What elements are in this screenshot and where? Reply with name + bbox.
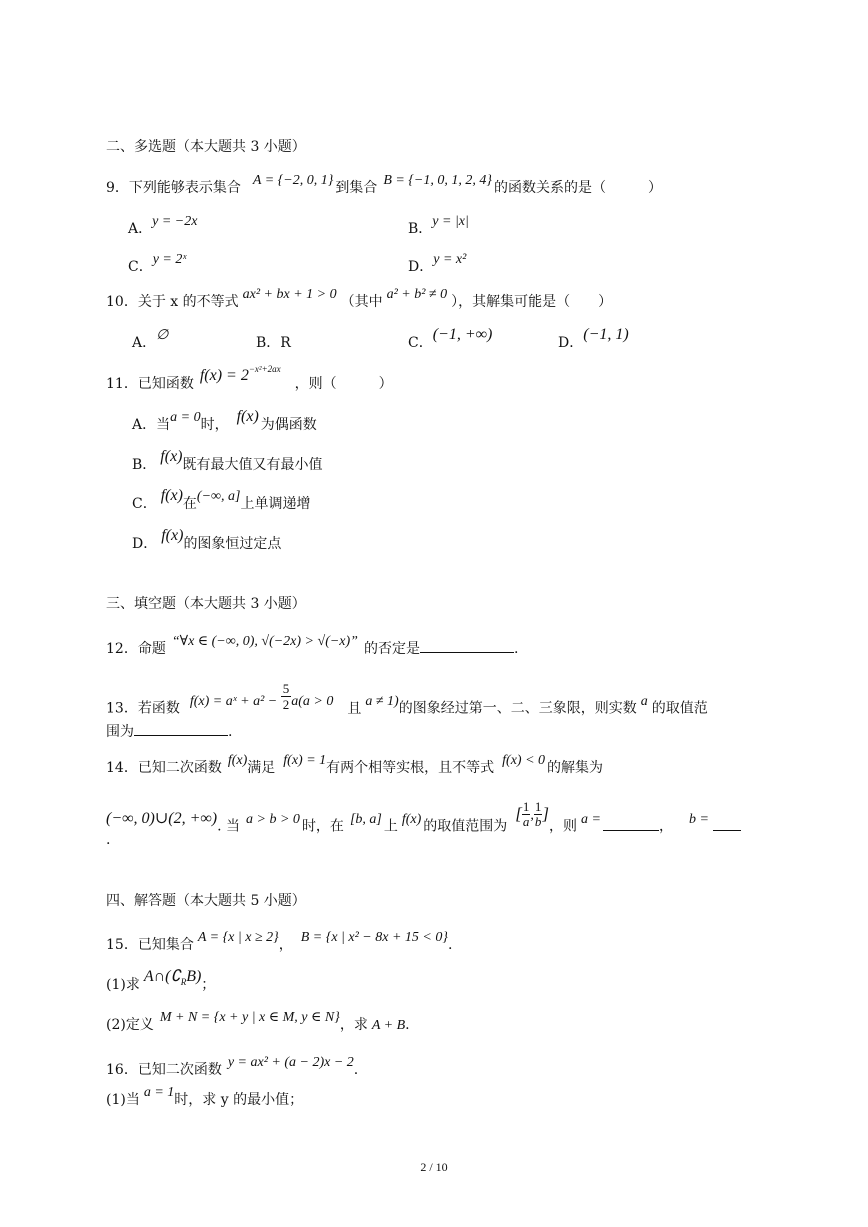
answer-blank: [603, 816, 659, 831]
fraction-denominator: a: [522, 814, 530, 829]
q10-inequality: ax² + bx + 1 > 0: [242, 287, 337, 302]
answer-blank: [134, 721, 228, 736]
section-heading-multiple-choice: 二、多选题（本大题共 3 小题）: [106, 139, 306, 155]
q11-stem-part: ，则（ ）: [294, 376, 393, 392]
part-text: 时，求 y 的最小值；: [174, 1092, 304, 1108]
q15-part-2: [106, 1010, 410, 1036]
q15-stem-part: 15．已知集合: [106, 937, 194, 953]
option-label: A．: [128, 221, 153, 237]
q15-part-1: [106, 968, 216, 996]
question-11-stem: [106, 364, 393, 395]
q10-stem-part: ），其解集可能是（ ）: [451, 294, 613, 310]
option-text: 的图象恒过定点: [183, 536, 282, 552]
q14-stem-part: 的取值范围为: [423, 818, 508, 835]
option-math: f(x): [236, 408, 259, 425]
q14-range-bracket: ]: [542, 803, 550, 823]
q13-condition: a ≠ 1): [365, 693, 399, 709]
option-math: f(x): [161, 527, 184, 544]
q11-option-d: [132, 527, 282, 554]
option-label: C．: [128, 259, 153, 275]
q11-stem-part: 11．已知函数: [106, 376, 194, 392]
option-math: y = −2x: [152, 214, 198, 229]
option-label: C．: [132, 496, 157, 512]
q11-option-c: [132, 487, 311, 515]
option-text: 既有最大值又有最小值: [182, 457, 323, 473]
q10-option-d: [558, 326, 629, 353]
question-10-stem: [106, 287, 613, 313]
fraction-numerator: 1: [534, 799, 542, 814]
fraction-numerator: 5: [282, 681, 290, 696]
q15-part-1-math: A∩(∁: [143, 968, 181, 985]
option-label: C．: [408, 335, 433, 351]
q10-option-a: [132, 328, 169, 354]
q13-variable: a: [640, 693, 648, 709]
q13-stem-part: 且: [347, 700, 362, 717]
q16-stem-part: 16．已知二次函数: [106, 1062, 222, 1078]
option-math: y = 2ˣ: [152, 252, 187, 267]
option-math: (−1, +∞): [432, 326, 493, 343]
option-text: 时，: [200, 417, 229, 433]
part-text: ，求: [339, 1017, 368, 1033]
part-label: (1)当: [106, 1092, 140, 1108]
page-number: 2 / 10: [420, 1160, 448, 1174]
question-12-stem: [106, 634, 519, 660]
q14-stem-part: . 当: [217, 818, 241, 835]
option-text: 为偶函数: [260, 417, 317, 433]
question-14-line-2: (−∞, 0)∪(2, +∞). 当 a > b > 0 时，在 [b, a] 上 f(x) 的取值范围为[ $\frac{1}{a}$ , $\frac{1}{b}$ ]，则 a = ， b =: [106, 812, 741, 841]
q15-set-b: B = {x | x² − 8x + 15 < 0}: [300, 930, 448, 945]
q13-stem-part: 的图象经过第一、二、三象限，则实数: [398, 700, 637, 717]
q14-stem-part: ，则: [549, 818, 578, 835]
option-math: (−1, 1): [583, 326, 629, 343]
q14-stem-part: 的解集为: [547, 760, 604, 776]
option-label: B．: [256, 335, 281, 351]
q14-stem-part: 14．已知二次函数: [106, 760, 222, 776]
q12-end: .: [513, 641, 519, 657]
q14-math: f(x): [401, 811, 422, 827]
fraction-denominator: 2: [282, 697, 290, 712]
q9-option-c: [128, 252, 187, 278]
option-math: (−∞, a]: [196, 489, 241, 504]
q10-option-b: [256, 333, 291, 353]
q14-stem-part: 满足: [247, 760, 276, 776]
fraction-denominator: b: [534, 814, 542, 829]
answer-blank: [713, 816, 741, 831]
q15-part-2-expression: A + B: [371, 1018, 406, 1033]
q14-stem-part: 上: [383, 818, 398, 835]
q14-solution-set: (−∞, 0)∪(2, +∞): [106, 809, 218, 827]
option-text: 在: [182, 496, 197, 512]
q13-stem-part: 的取值范: [651, 700, 708, 717]
option-math: f(x): [160, 487, 183, 504]
option-math: R: [280, 335, 291, 351]
q13-function: f(x) = aˣ + a² −: [189, 693, 281, 709]
q11-option-a: [132, 408, 317, 436]
part-end: .: [405, 1017, 410, 1033]
q14-math: f(x): [227, 753, 248, 768]
q10-stem-part: 10．关于 x 的不等式: [106, 294, 239, 310]
q10-option-c: [408, 326, 493, 353]
option-math: ∅: [156, 328, 169, 343]
question-14-stem: [106, 753, 604, 779]
option-label: D．: [132, 536, 158, 552]
q9-stem-part: 的函数关系的是（ ）: [493, 180, 662, 196]
option-label: D．: [558, 335, 584, 351]
q11-option-b: [132, 448, 323, 475]
q14-interval: [b, a]: [349, 811, 382, 827]
q15-end: .: [447, 937, 453, 953]
option-math: f(x): [160, 448, 183, 465]
q13-end: .: [228, 724, 233, 740]
q10-stem-part: （其中: [340, 294, 383, 310]
q11-function-exponent: −x²+2ax: [248, 364, 281, 374]
option-math: y = |x|: [432, 214, 469, 229]
q9-stem-part: 到集合: [335, 180, 378, 196]
option-label: D．: [408, 259, 434, 275]
q15-part-2-definition: M + N = {x + y | x ∈ M, y ∈ N}: [159, 1010, 340, 1025]
q9-stem-part: 9．下列能够表示集合: [106, 180, 241, 196]
part-label: (1)求: [106, 977, 140, 993]
fraction-numerator: 1: [522, 799, 530, 814]
q14-end: .: [106, 832, 111, 848]
q14-condition: a > b > 0: [246, 811, 300, 827]
answer-blank: [420, 638, 514, 653]
q14-range-bracket: [: [515, 803, 522, 823]
q15-part-1-math-tail: B): [186, 968, 202, 985]
question-13-stem: [106, 681, 708, 724]
question-16-stem: [106, 1055, 359, 1081]
option-math: a = 0: [170, 410, 201, 425]
q16-part-1-math: a = 1: [143, 1085, 175, 1100]
option-label: A．: [132, 335, 157, 351]
q11-function: f(x) = 2: [199, 367, 249, 384]
option-label: B．: [408, 221, 433, 237]
q9-option-b: [408, 214, 469, 240]
q13-stem-part: 13．若函数: [106, 700, 180, 717]
section-heading-free-response: 四、解答题（本大题共 5 小题）: [106, 893, 306, 909]
q9-option-a: [128, 214, 198, 240]
question-15-stem: [106, 930, 453, 956]
q13-stem-part: 围为: [106, 724, 134, 740]
q14-stem-part: 时，在: [301, 818, 344, 835]
option-math: y = x²: [433, 252, 467, 267]
option-label: A．当: [132, 417, 171, 433]
question-13-line-2: [106, 721, 232, 742]
q14-stem-part: ，: [658, 818, 673, 835]
q9-option-d: [408, 252, 467, 278]
q15-set-a: A = {x | x ≥ 2}: [197, 930, 279, 945]
question-9-stem: [106, 173, 662, 199]
q14-a-equals: a =: [581, 811, 601, 827]
q12-stem-part: 12．命题: [106, 641, 166, 657]
q16-part-1: [106, 1085, 304, 1111]
q16-end: .: [353, 1062, 359, 1078]
option-text: 上单调递增: [240, 496, 311, 512]
q16-function: y = ax² + (a − 2)x − 2: [227, 1055, 354, 1070]
q14-stem-part: 有两个相等实根，且不等式: [326, 760, 495, 776]
q9-set-b: B = {−1, 0, 1, 2, 4}: [383, 173, 492, 188]
q15-stem-part: ，: [278, 937, 293, 953]
q12-proposition: “∀x ∈ (−∞, 0), √(−2x) > √(−x)”: [171, 634, 358, 649]
part-end: ；: [201, 977, 216, 993]
q10-condition: a² + b² ≠ 0: [386, 287, 448, 302]
part-label: (2)定义: [106, 1017, 154, 1033]
q15-complement-subscript: R: [180, 977, 187, 987]
q12-stem-part: 的否定是: [363, 641, 420, 657]
q13-function-tail: a(a > 0: [291, 693, 334, 709]
q13-fraction: [281, 681, 292, 712]
q14-b-equals: b =: [688, 811, 709, 827]
q14-math: f(x) = 1: [283, 753, 327, 768]
section-heading-fill-in: 三、填空题（本大题共 3 小题）: [106, 596, 306, 612]
option-label: B．: [132, 457, 157, 473]
q14-math: f(x) < 0: [502, 753, 546, 768]
q9-set-a: A = {−2, 0, 1}: [252, 173, 334, 188]
